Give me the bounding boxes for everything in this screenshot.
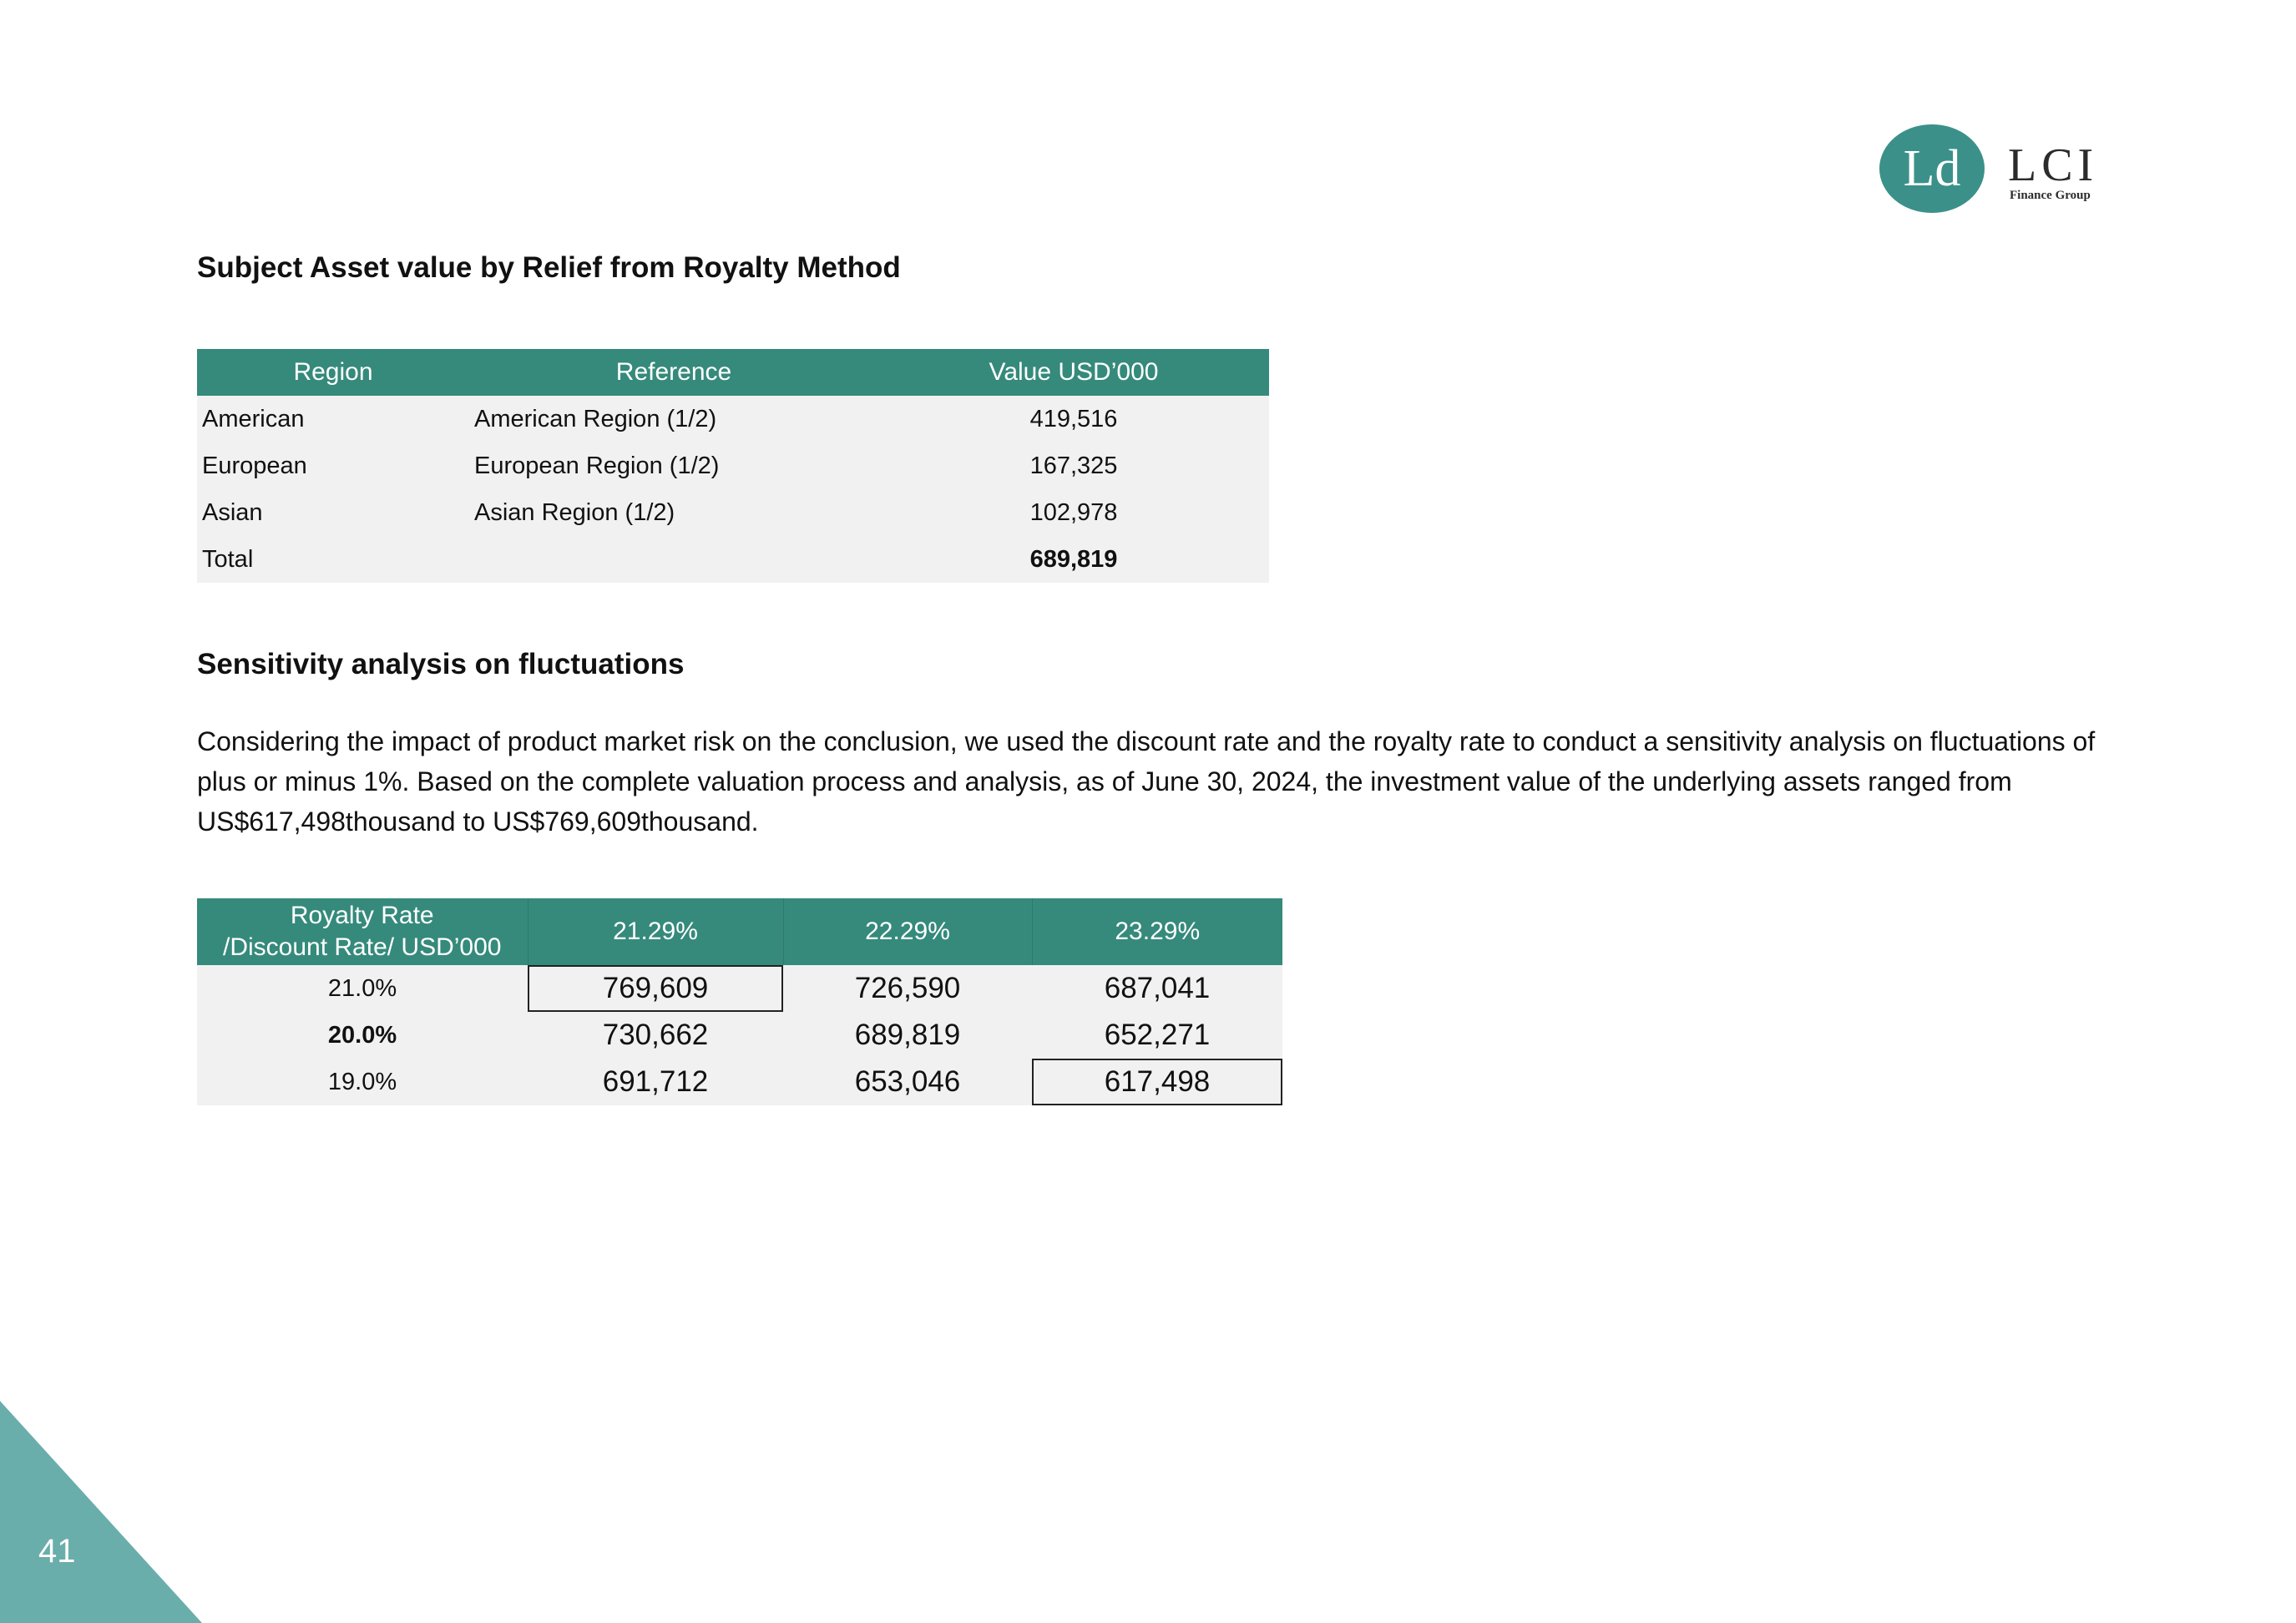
svg-text:Ld: Ld (1903, 140, 1961, 197)
page-corner-triangle (0, 1401, 202, 1623)
logo-wordmark: LCI (2008, 139, 2099, 191)
section-heading-relief-from-royalty: Subject Asset value by Relief from Royalty Method (197, 251, 901, 284)
reference-cell: American Region (1/2) (469, 396, 878, 442)
reference-cell: Asian Region (1/2) (469, 489, 878, 536)
table-row (197, 396, 1269, 442)
value-cell: 652,271 (1032, 1012, 1282, 1059)
column-header-region: Region (197, 349, 469, 396)
table-row (197, 442, 1269, 489)
column-header-royalty-rate: 21.29% (528, 898, 783, 965)
section-heading-sensitivity-analysis: Sensitivity analysis on fluctuations (197, 648, 685, 680)
reference-cell (469, 536, 878, 583)
value-cell: 102,978 (878, 489, 1269, 536)
reference-cell: European Region (1/2) (469, 442, 878, 489)
value-cell: 730,662 (528, 1012, 783, 1059)
value-cell-min: 617,498 (1032, 1059, 1282, 1105)
value-cell: 687,041 (1032, 965, 1282, 1012)
sensitivity-description: Considering the impact of product market risk on the conclusion, we used the discount rate and the royalty rate to conduct a sensitivity analysis on fluctuations of plus or minus 1%. Based on the complete valuation process and analysis, as of June 30, 2024, the investment value of the underlying assets ranged from US$617,498thousand to US$769,609thousand. (197, 726, 2096, 837)
table-row (197, 965, 1282, 1012)
column-header-value: Value USD’000 (878, 349, 1269, 396)
value-cell-max: 769,609 (528, 965, 783, 1012)
table-row (197, 1059, 1282, 1105)
logo-subtitle: Finance Group (2010, 189, 2091, 202)
corner-header (197, 898, 528, 965)
value-cell: 691,712 (528, 1059, 783, 1105)
region-cell: Asian (197, 489, 469, 536)
sensitivity-table (197, 898, 1282, 1105)
value-cell: 726,590 (783, 965, 1032, 1012)
asset-value-table (197, 349, 1269, 583)
table-header-row (197, 898, 1282, 965)
column-header-royalty-rate: 23.29% (1032, 898, 1282, 965)
region-cell: American (197, 396, 469, 442)
column-header-royalty-rate: 22.29% (783, 898, 1032, 965)
page-number: 41 (38, 1533, 76, 1570)
corner-header-line1: Royalty Rate (290, 902, 434, 929)
total-value-cell: 689,819 (878, 536, 1269, 583)
discount-rate-label: 19.0% (197, 1059, 528, 1105)
discount-rate-label: 21.0% (197, 965, 528, 1012)
table-header-row (197, 349, 1269, 396)
value-cell: 653,046 (783, 1059, 1032, 1105)
value-cell: 167,325 (878, 442, 1269, 489)
table-row (197, 489, 1269, 536)
lci-emblem-icon (1879, 124, 1985, 214)
region-cell: European (197, 442, 469, 489)
corner-header-line2: /Discount Rate/ USD’000 (223, 933, 502, 961)
column-header-reference: Reference (469, 349, 878, 396)
table-row (197, 1012, 1282, 1059)
value-cell: 419,516 (878, 396, 1269, 442)
region-cell: Total (197, 536, 469, 583)
value-cell: 689,819 (783, 1012, 1032, 1059)
table-row-total (197, 536, 1269, 583)
discount-rate-label: 20.0% (197, 1012, 528, 1059)
company-logo (1879, 124, 2121, 217)
